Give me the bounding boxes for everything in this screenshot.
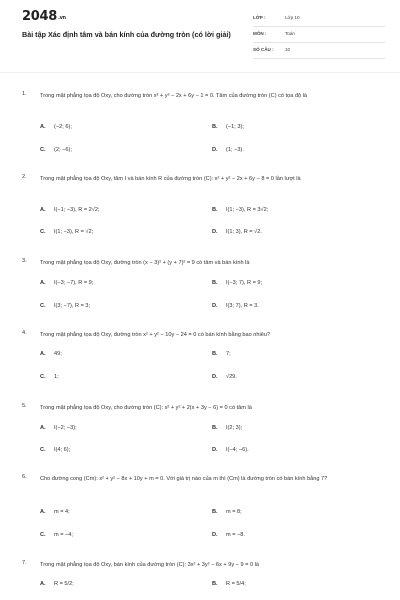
option-text: I(1; −3), R = 3√2; [226, 207, 269, 213]
logo-text: 2048 [22, 9, 57, 24]
option-letter: A. [40, 124, 46, 130]
question-text: Trong mặt phẳng tọa độ Oxy, đường tròn (x − 3)² + (y + 7)² = 9 có tâm và bán kính là [40, 260, 250, 266]
option-text: I(3; −7), R = 3; [54, 303, 91, 309]
option-text: I(−3; 7), R = 9; [226, 280, 263, 286]
option-letter: C. [40, 229, 46, 235]
option-letter: D. [212, 229, 218, 235]
option-text: I(3; 7), R = 3. [226, 303, 259, 309]
option-text: m = −4; [54, 532, 73, 538]
option-letter: B. [212, 581, 218, 587]
question-text: Trong mặt phẳng tọa độ Oxy, đường tròn x² + y² − 10y − 24 = 0 có bán kính bằng bao nhiêu? [40, 332, 271, 338]
option-text: 1; [54, 374, 59, 380]
option-text: I(−4; −6). [226, 447, 249, 453]
option-text: I(1; −3), R = √2; [54, 229, 94, 235]
option-letter: C. [40, 147, 46, 153]
option-letter: A. [40, 280, 46, 286]
option-text: I(1; 3), R = √2. [226, 229, 262, 235]
header-divider [0, 72, 400, 73]
option-text: I(2; 3); [226, 425, 243, 431]
meta-label: MÔN : [253, 31, 267, 36]
option-text: 7; [226, 351, 231, 357]
option-text: (−1; 3); [226, 124, 244, 130]
meta-row-count [253, 43, 385, 59]
logo-suffix: .vn [57, 15, 66, 21]
option-letter: D. [212, 447, 218, 453]
option-text: m = 8; [226, 509, 242, 515]
question-number: 3. [22, 258, 27, 264]
document-title: Bài tập Xác định tâm và bán kính của đường tròn (có lời giải) [22, 30, 231, 39]
option-text: I(4; 6); [54, 447, 71, 453]
option-text: (2; −6); [54, 147, 72, 153]
option-letter: A. [40, 425, 46, 431]
option-text: I(−2; −3); [54, 425, 77, 431]
option-text: (−2; 6); [54, 124, 72, 130]
option-letter: C. [40, 303, 46, 309]
question-text: Trong mặt phẳng tọa độ Oxy, tâm I và bán kính R của đường tròn (C): x² + y² − 2x + 6y − 8 = 0 lần lượt là [40, 176, 301, 182]
meta-info [253, 11, 385, 59]
meta-value: Lớp 10 [285, 15, 300, 20]
option-letter: D. [212, 532, 218, 538]
option-text: I(−3; −7), R = 9; [54, 280, 94, 286]
meta-value: Toán [285, 31, 295, 36]
option-text: 49; [54, 351, 62, 357]
question-text: Cho đường cong (Cm): x² + y² − 8x + 10y + m = 0. Với giá trị nào của m thì (Cm) là đường tròn có bán kính bằng 7? [40, 476, 328, 482]
meta-row-class [253, 11, 385, 27]
question-text: Trong mặt phẳng tọa độ Oxy, cho đường tròn (C): x² + y² + 2(x + 3y − 6) = 0 có tâm là [40, 405, 252, 411]
option-letter: A. [40, 509, 46, 515]
option-letter: C. [40, 447, 46, 453]
option-letter: A. [40, 351, 46, 357]
option-letter: A. [40, 207, 46, 213]
option-text: R = 5/2; [54, 581, 74, 587]
option-text: m = 4; [54, 509, 70, 515]
option-letter: C. [40, 532, 46, 538]
page-header [0, 0, 400, 62]
option-letter: B. [212, 124, 218, 130]
option-letter: B. [212, 509, 218, 515]
option-text: m = −8. [226, 532, 245, 538]
option-letter: B. [212, 351, 218, 357]
option-text: R = 5/4; [226, 581, 246, 587]
option-text: √29. [226, 374, 237, 380]
question-number: 5. [22, 403, 27, 409]
option-letter: B. [212, 280, 218, 286]
question-text: Trong mặt phẳng tọa độ Oxy, bán kính của đường tròn (C): 3x² + 3y² − 6x + 9y − 9 = 0 là [40, 562, 260, 568]
question-number: 7. [22, 560, 27, 566]
meta-value: 10 [285, 47, 291, 52]
option-letter: B. [212, 207, 218, 213]
option-letter: B. [212, 425, 218, 431]
option-letter: D. [212, 374, 218, 380]
meta-label: SỐ CÂU : [253, 47, 274, 52]
option-letter: D. [212, 303, 218, 309]
site-logo[interactable] [22, 9, 66, 24]
question-number: 1. [22, 91, 27, 97]
option-text: I(−1; −3), R = 2√2; [54, 207, 100, 213]
question-number: 2. [22, 174, 27, 180]
question-number: 6. [22, 474, 27, 480]
question-text: Trong mặt phẳng tọa độ Oxy, cho đường tròn x² + y² − 2x + 6y − 1 = 0. Tâm của đường tròn (C) có tọa độ là [40, 93, 308, 99]
meta-row-subject [253, 27, 385, 43]
option-text: (1; −3). [226, 147, 244, 153]
option-letter: A. [40, 581, 46, 587]
option-letter: D. [212, 147, 218, 153]
option-letter: C. [40, 374, 46, 380]
question-number: 4. [22, 330, 27, 336]
meta-label: LỚP : [253, 15, 266, 20]
